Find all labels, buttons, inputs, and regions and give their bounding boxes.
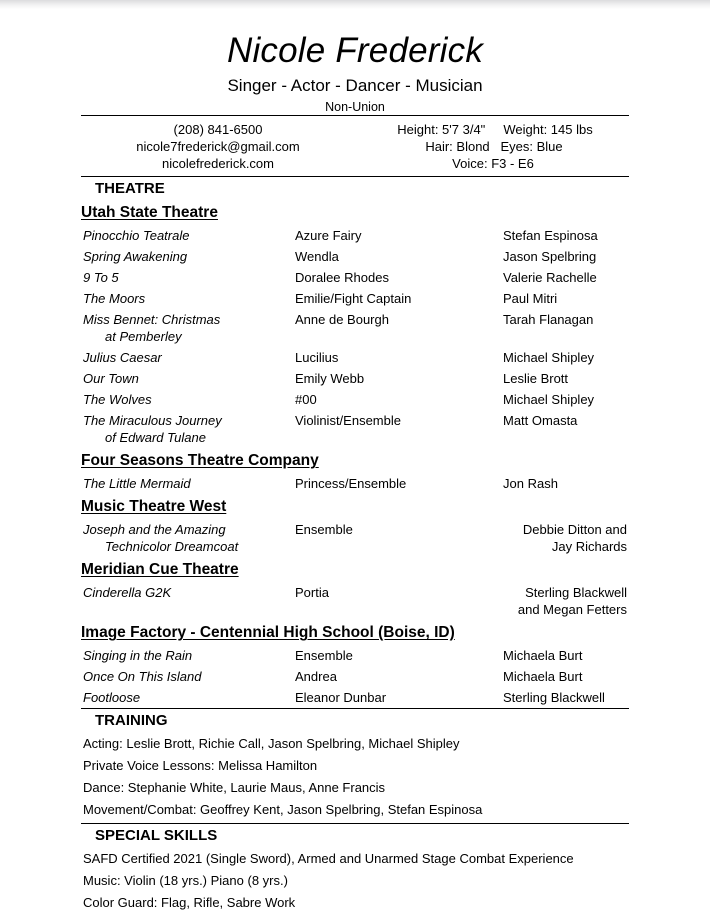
credit-role: Anne de Bourgh	[295, 312, 389, 327]
credit-row	[81, 309, 629, 347]
theatre-company	[81, 620, 629, 645]
credit-title-line1: Spring Awakening	[83, 249, 188, 264]
credit-row	[81, 267, 629, 288]
credit-title-line2: Technicolor Dreamcoat	[105, 539, 239, 554]
theatre-company-name: Music Theatre West	[81, 498, 227, 515]
credit-title-line1: Cinderella G2K	[83, 585, 172, 600]
training-line: Movement/Combat: Geoffrey Kent, Jason Spelbring, Stefan Espinosa	[83, 801, 483, 817]
credit-title-line1: The Moors	[83, 291, 146, 306]
performer-name: Nicole Frederick	[226, 31, 484, 70]
theatre-company-name: Four Seasons Theatre Company	[81, 452, 319, 469]
credit-row	[81, 473, 629, 494]
credit-director: Paul Mitri	[503, 291, 558, 306]
credit-director: Debbie Ditton and Jay Richards	[522, 522, 627, 554]
website-url: nicolefrederick.com	[162, 156, 274, 171]
performer-tagline: Singer - Actor - Dancer - Musician	[227, 76, 483, 95]
credit-row	[81, 666, 629, 687]
credit-title-line1: Julius Caesar	[83, 350, 162, 365]
theatre-company	[81, 200, 629, 225]
credit-director: Matt Omasta	[503, 413, 578, 428]
theatre-company	[81, 494, 629, 519]
theatre-company	[81, 557, 629, 582]
credit-title-line1: Joseph and the Amazing	[83, 522, 226, 537]
credit-production-title	[81, 391, 295, 408]
training-line: Private Voice Lessons: Melissa Hamilton	[83, 757, 318, 773]
credit-role: Portia	[295, 585, 329, 600]
credit-row	[81, 687, 629, 708]
credit-role: Doralee Rhodes	[295, 270, 389, 285]
training-line: Dance: Stephanie White, Laurie Maus, Anne Francis	[83, 779, 386, 795]
credit-director: Tarah Flanagan	[503, 312, 594, 327]
credit-row	[81, 519, 629, 557]
skills-section	[81, 824, 629, 913]
credit-role: Wendla	[295, 249, 339, 264]
stat-voice: Voice: F3 - E6	[452, 156, 534, 171]
skills-lines	[81, 847, 629, 913]
stat-eyes: Eyes: Blue	[500, 139, 563, 154]
training-lines	[81, 732, 629, 820]
credit-production-title	[81, 668, 295, 685]
credit-production-title	[81, 370, 295, 387]
credit-row	[81, 645, 629, 666]
credit-role: Andrea	[295, 669, 337, 684]
skill-line: Color Guard: Flag, Rifle, Sabre Work	[83, 894, 296, 910]
credit-role: Emilie/Fight Captain	[295, 291, 412, 306]
credit-production-title	[81, 521, 295, 555]
contact-details	[81, 121, 355, 172]
credit-director: Sterling Blackwell and Megan Fetters	[517, 585, 627, 617]
credit-title-line1: Our Town	[83, 371, 139, 386]
credit-row	[81, 347, 629, 368]
credit-title-line1: Footloose	[83, 690, 141, 705]
section-title-skills: SPECIAL SKILLS	[95, 827, 218, 844]
credit-title-line1: Once On This Island	[83, 669, 202, 684]
theatre-company-name: Image Factory - Centennial High School (Boise, ID)	[81, 624, 455, 641]
stat-weight: Weight: 145 lbs	[503, 122, 593, 137]
credit-director: Leslie Brott	[503, 371, 569, 386]
credit-production-title	[81, 311, 295, 345]
credit-production-title	[81, 689, 295, 706]
credit-director: Michael Shipley	[503, 350, 595, 365]
credit-title-line1: Pinocchio Teatrale	[83, 228, 190, 243]
credit-director: Michaela Burt	[503, 648, 583, 663]
section-title-theatre: THEATRE	[95, 180, 165, 197]
credit-row	[81, 410, 629, 448]
credit-director: Michaela Burt	[503, 669, 583, 684]
phone-number: (208) 841-6500	[173, 122, 263, 137]
contact-bar	[81, 116, 629, 176]
stat-line-voice	[355, 155, 629, 172]
credit-role: #00	[295, 392, 317, 407]
credit-director: Michael Shipley	[503, 392, 595, 407]
credit-production-title	[81, 584, 295, 601]
training-line: Acting: Leslie Brott, Richie Call, Jason Spelbring, Michael Shipley	[83, 735, 460, 751]
credit-row	[81, 582, 629, 620]
email-address: nicole7frederick@gmail.com	[136, 139, 300, 154]
credit-title-line2: of Edward Tulane	[105, 430, 206, 445]
credit-role: Eleanor Dunbar	[295, 690, 387, 705]
credit-row	[81, 288, 629, 309]
credit-role: Ensemble	[295, 648, 353, 663]
credit-production-title	[81, 349, 295, 366]
credit-row	[81, 225, 629, 246]
union-status: Non-Union	[325, 100, 385, 114]
credit-role: Ensemble	[295, 522, 353, 537]
skill-line: Music: Violin (18 yrs.) Piano (8 yrs.)	[83, 872, 288, 888]
training-section	[81, 709, 629, 823]
credit-director: Jon Rash	[503, 476, 558, 491]
stat-height: Height: 5'7 3/4"	[397, 122, 486, 137]
resume-body	[81, 177, 629, 708]
credit-role: Princess/Ensemble	[295, 476, 407, 491]
physical-stats	[355, 121, 629, 172]
credit-row	[81, 389, 629, 410]
credit-role: Lucilius	[295, 350, 339, 365]
theatre-company	[81, 448, 629, 473]
credit-director: Stefan Espinosa	[503, 228, 598, 243]
stat-line-height-weight	[355, 121, 629, 138]
credit-title-line1: Singing in the Rain	[83, 648, 193, 663]
theatre-company-name: Utah State Theatre	[81, 204, 218, 221]
credit-production-title	[81, 248, 295, 265]
credit-title-line2: at Pemberley	[105, 329, 182, 344]
theatre-company-name: Meridian Cue Theatre	[81, 561, 239, 578]
credit-director: Valerie Rachelle	[503, 270, 597, 285]
credit-title-line1: Miss Bennet: Christmas	[83, 312, 221, 327]
credit-production-title	[81, 647, 295, 664]
credit-production-title	[81, 290, 295, 307]
credit-director: Jason Spelbring	[503, 249, 597, 264]
credit-role: Azure Fairy	[295, 228, 362, 243]
credit-production-title	[81, 412, 295, 446]
credit-role: Emily Webb	[295, 371, 365, 386]
credit-director: Sterling Blackwell	[503, 690, 605, 705]
credit-title-line1: The Wolves	[83, 392, 152, 407]
credit-role: Violinist/Ensemble	[295, 413, 401, 428]
section-title-training: TRAINING	[95, 712, 168, 729]
credit-row	[81, 246, 629, 267]
credit-production-title	[81, 475, 295, 492]
stat-line-hair-eyes	[355, 138, 629, 155]
skill-line: SAFD Certified 2021 (Single Sword), Armed and Unarmed Stage Combat Experience	[83, 850, 574, 866]
theatre-credits-list	[81, 200, 629, 708]
credit-title-line1: 9 To 5	[83, 270, 119, 285]
stat-hair: Hair: Blond	[425, 139, 490, 154]
credit-production-title	[81, 227, 295, 244]
credit-title-line1: The Miraculous Journey	[83, 413, 222, 428]
credit-production-title	[81, 269, 295, 286]
credit-title-line1: The Little Mermaid	[83, 476, 191, 491]
credit-row	[81, 368, 629, 389]
